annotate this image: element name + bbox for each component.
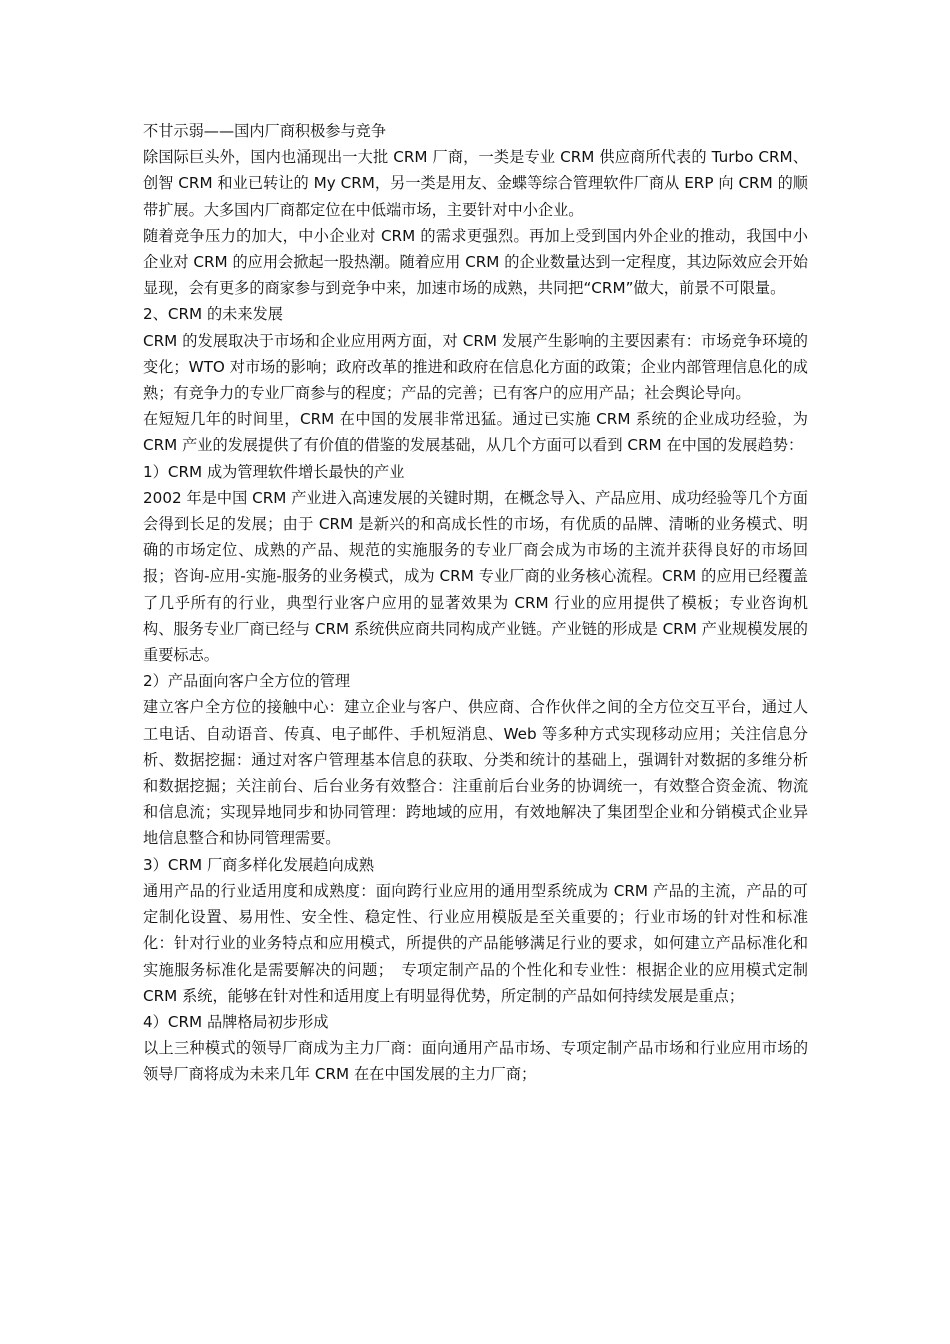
paragraph-factors: CRM 的发展取决于市场和企业应用两方面，对 CRM 发展产生影响的主要因素有：市场竞争环境的变化；WTO 对市场的影响；政府改革的推进和政府在信息化方面的政策；企业内部管理信息化的成熟；有竞争力的专业厂商参与的程度；产品的完善；已有客户的应用产品；社会舆论导向。 <box>143 331 808 403</box>
paragraph-product-maturity: 通用产品的行业适用度和成熟度：面向跨行业应用的通用型系统成为 CRM 产品的主流，产品的可定制化设置、易用性、安全性、稳定性、行业应用模版是至关重要的；行业市场的针对性和标准化：针对行业的业务特点和应用模式，所提供的产品能够满足行业的要求，如何建立产品标准化和实施服务标准化是需要解决的问题； 专项定制产品的个性化和专业性：根据企业的应用模式定制 CRM 系统，能够在针对性和适用度上有明显得优势，所定制的产品如何持续发展是重点； <box>143 881 808 1005</box>
paragraph-domestic-vendors: 除国际巨头外，国内也涌现出一大批 CRM 厂商，一类是专业 CRM 供应商所代表的 Turbo CRM、创智 CRM 和业已转让的 My CRM，另一类是用友、金蝶等综合管理软件厂商从 ERP 向 CRM 的顺带扩展。大多国内厂商都定位在中低端市场，主要针对中小企业。 <box>143 148 808 219</box>
subheading-customer-management: 2）产品面向客户全方位的管理 <box>143 672 351 691</box>
subheading-vendor-diversity: 3）CRM 厂商多样化发展趋向成熟 <box>143 855 375 874</box>
paragraph-contact-center: 建立客户全方位的接触中心：建立企业与客户、供应商、合作伙伴之间的全方位交互平台，通过人工电话、自动语音、传真、电子邮件、手机短消息、Web 等多种方式实现移动应用；关注信息分析、数据挖掘：通过对客户管理基本信息的获取、分类和统计的基础上，强调针对数据的多维分析和数据挖掘；关注前台、后台业务有效整合：注重前后台业务的协调统一，有效整合资金流、物流和信息流；实现异地同步和协同管理：跨地域的应用，有效地解决了集团型企业和分销模式企业异地信息整合和协同管理需要。 <box>143 698 808 848</box>
section-title: 不甘示弱——国内厂商积极参与竞争 <box>143 122 386 140</box>
paragraph-competition-pressure: 随着竞争压力的加大，中小企业对 CRM 的需求更强烈。再加上受到国内外企业的推动，我国中小企业对 CRM 的应用会掀起一股热潮。随着应用 CRM 的企业数量达到一定程度，其边际效应会开始显现，会有更多的商家参与到竞争中来，加速市场的成熟，共同把“CRM”做大，前景不可限量。 <box>143 226 808 298</box>
section-heading-future: 2、CRM 的未来发展 <box>143 305 283 324</box>
subheading-fastest-growth: 1）CRM 成为管理软件增长最快的产业 <box>143 462 405 481</box>
document-body <box>143 118 808 1088</box>
subheading-brand-landscape: 4）CRM 品牌格局初步形成 <box>143 1012 329 1031</box>
paragraph-2002: 2002 年是中国 CRM 产业进入高速发展的关键时期，在概念导入、产品应用、成功经验等几个方面会得到长足的发展；由于 CRM 是新兴的和高成长性的市场，有优质的品牌、清晰的业务模式、明确的市场定位、成熟的产品、规范的实施服务的专业厂商会成为市场的主流并获得良好的市场回报；咨询-应用-实施-服务的业务模式，成为 CRM 专业厂商的业务核心流程。CRM 的应用已经覆盖了几乎所有的行业，典型行业客户应用的显著效果为 CRM 行业的应用提供了模板；专业咨询机构、服务专业厂商已经与 CRM 系统供应商共同构成产业链。产业链的形成是 CRM 产业规模发展的重要标志。 <box>143 488 808 665</box>
paragraph-leading-vendors: 以上三种模式的领导厂商成为主力厂商：面向通用产品市场、专项定制产品市场和行业应用市场的领导厂商将成为未来几年 CRM 在在中国发展的主力厂商； <box>143 1039 808 1084</box>
paragraph-trends-intro: 在短短几年的时间里，CRM 在中国的发展非常迅猛。通过已实施 CRM 系统的企业成功经验，为 CRM 产业的发展提供了有价值的借鉴的发展基础，从几个方面可以看到 CRM 在中国的发展趋势： <box>143 410 808 455</box>
